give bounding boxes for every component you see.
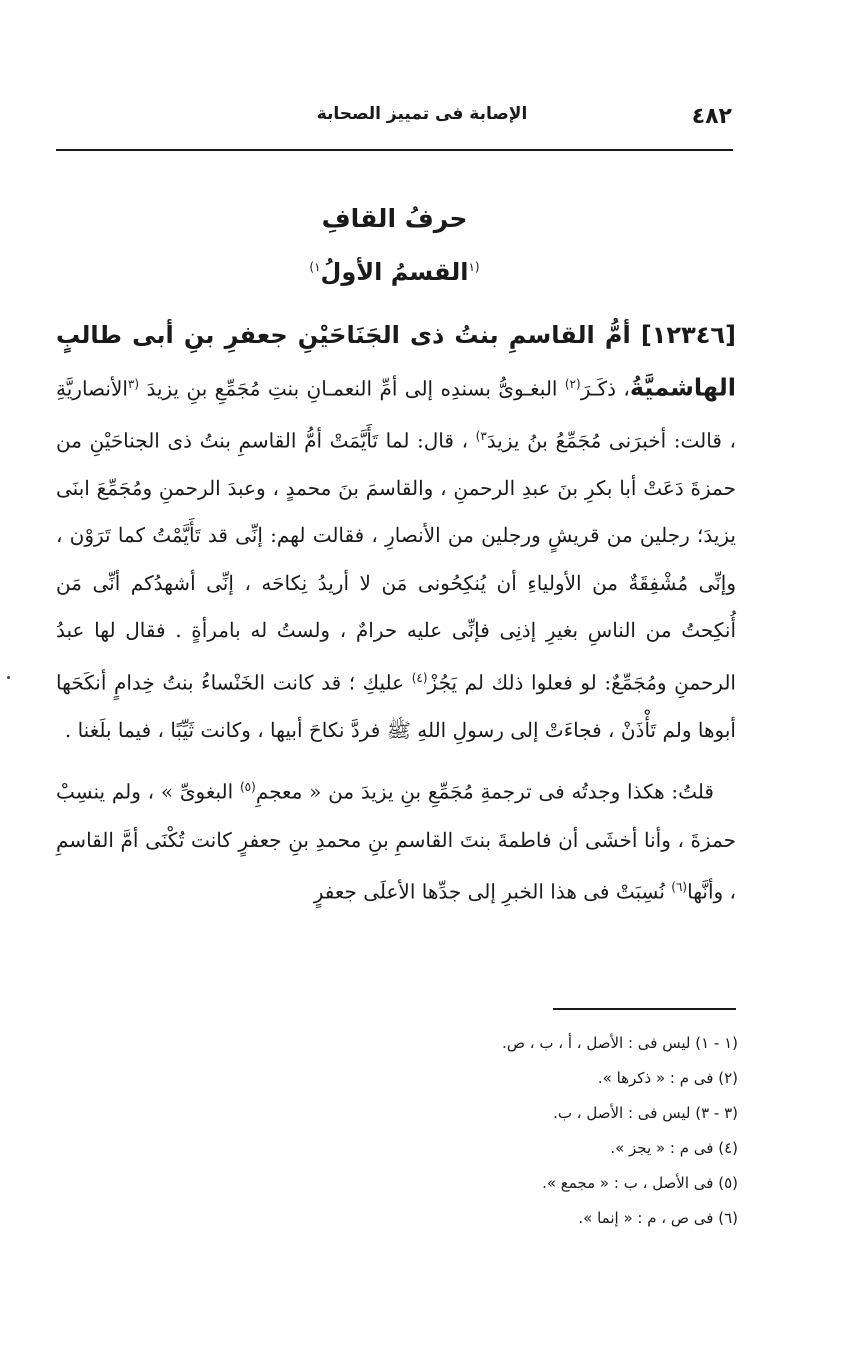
margin-dot — [7, 676, 10, 679]
footnote-rule — [553, 1008, 736, 1010]
running-head — [60, 104, 732, 136]
footnote: (١ - ١) ليس فى : الأصل ، أ ، ب ، ص. — [502, 1034, 738, 1052]
entry-text: البغـوىُّ بسندِه إلى أمِّ النعمـانِ بنتِ مُجَمِّعِ بنِ يزيدَ — [139, 376, 565, 401]
entry-text: الأنصاريَّةِ ، قالت: أخبرَنى مُجَمِّعُ بنُ يزيدَ — [56, 376, 736, 453]
subsection-heading-text: القسمُ الأولُ — [320, 258, 469, 286]
footnote-marker: (٤) — [411, 670, 428, 685]
comment-text: نُسِبَتْ فى هذا الخبرِ إلى جدِّها الأعلَى جعفرٍ — [313, 879, 672, 904]
footnote-marker: (١ — [468, 260, 480, 274]
subsection-heading — [56, 258, 733, 286]
main-text — [56, 312, 736, 916]
footnote: (٥) فى الأصل ، ب : « مجمع ». — [542, 1174, 738, 1192]
book-title: الإصابة فى تمييز الصحابة — [316, 104, 528, 124]
entry-heading: [١٢٣٤٦] أمُّ القاسمِ بنتُ ذى الجَنَاحَيْنِ جعفرِ بنِ أبى طالبٍ الهاشميَّةُ — [56, 321, 736, 402]
footnote-marker: (٦) — [671, 880, 688, 895]
footnote-marker: (٥) — [239, 780, 256, 795]
footnote: (٤) فى م : « يجز ». — [610, 1139, 738, 1157]
page-number: ٤٨٢ — [691, 104, 732, 129]
footnote: (٦) فى ص ، م : « إنما ». — [578, 1209, 738, 1227]
entry-text: ، قال: لما تَأَيَّمَتْ أمُّ القاسمِ بنتُ ذى الجناحَيْنِ من حمزةَ دَعَتْ أبا بكرِ بنَ عبدِ الرحمنِ ، والقاسمَ بنَ محمدٍ ، وعبدَ الرحمنِ ومُجَمِّعَ ابنَى يزيدَ؛ رجلين من قريشٍ ورجلين من الأنصارِ ، فقالت لهم: إنِّى قد تَأَيَّمْتُ كما تَرَوْن ، وإنِّى مُشْفِقَةٌ من الأولياءِ أن يُنكِحُونى مَن لا أريدُ نِكاحَه ، إنِّى أشهدُكم أنِّى مَن أُنكِحتُ من الناسِ بغيرِ إذنِى فإنِّى عليه حرامٌ ، ولستُ له بامرأةٍ . فقال لها عبدُ الرحمنِ ومُجَمِّعٌ: لو فعلوا ذلك لم يَجُزْ — [56, 428, 736, 695]
entry-text: عليكِ ؛ قد كانت الخَنْساءُ بنتُ خِدامٍ أنكَحَها أبوها ولم تَأْذَنْ ، فجاءَتْ إلى رسولِ اللهِ ﷺ فردَّ نكاحَ أبيها ، وكانت ثَيِّبًا ، فيما بلَغنا . — [56, 670, 736, 742]
comment-text: البغوىِّ » ، ولم ينسِبْ حمزةَ ، وأنا أخشَى أن فاطمةَ بنتَ القاسمِ بنِ محمدِ بنِ جعفرٍ كانت تُكْنَى أمَّ القاسمِ ، وأنَّها — [56, 780, 736, 904]
comment-text: قلتُ: هكذا وجدتُه فى ترجمةِ مُجَمِّعِ بنِ يزيدَ من « معجمِ — [255, 780, 714, 805]
footnote-marker: (٢) — [564, 376, 581, 391]
entry-paragraph — [56, 312, 736, 754]
footnote: (٢) فى م : « ذكرها ». — [597, 1069, 738, 1087]
footnote-marker: ٣) — [475, 428, 487, 443]
footnotes — [56, 1026, 738, 1236]
footnote: (٣ - ٣) ليس فى : الأصل ، ب. — [553, 1104, 738, 1122]
section-heading: حرفُ القافِ — [321, 204, 468, 233]
footnote-marker: (٣ — [127, 376, 140, 391]
header-rule — [56, 149, 733, 151]
comment-paragraph — [56, 764, 736, 916]
footnote-marker: ١) — [309, 260, 321, 274]
entry-text: ، ذكَـرَ — [580, 376, 630, 401]
